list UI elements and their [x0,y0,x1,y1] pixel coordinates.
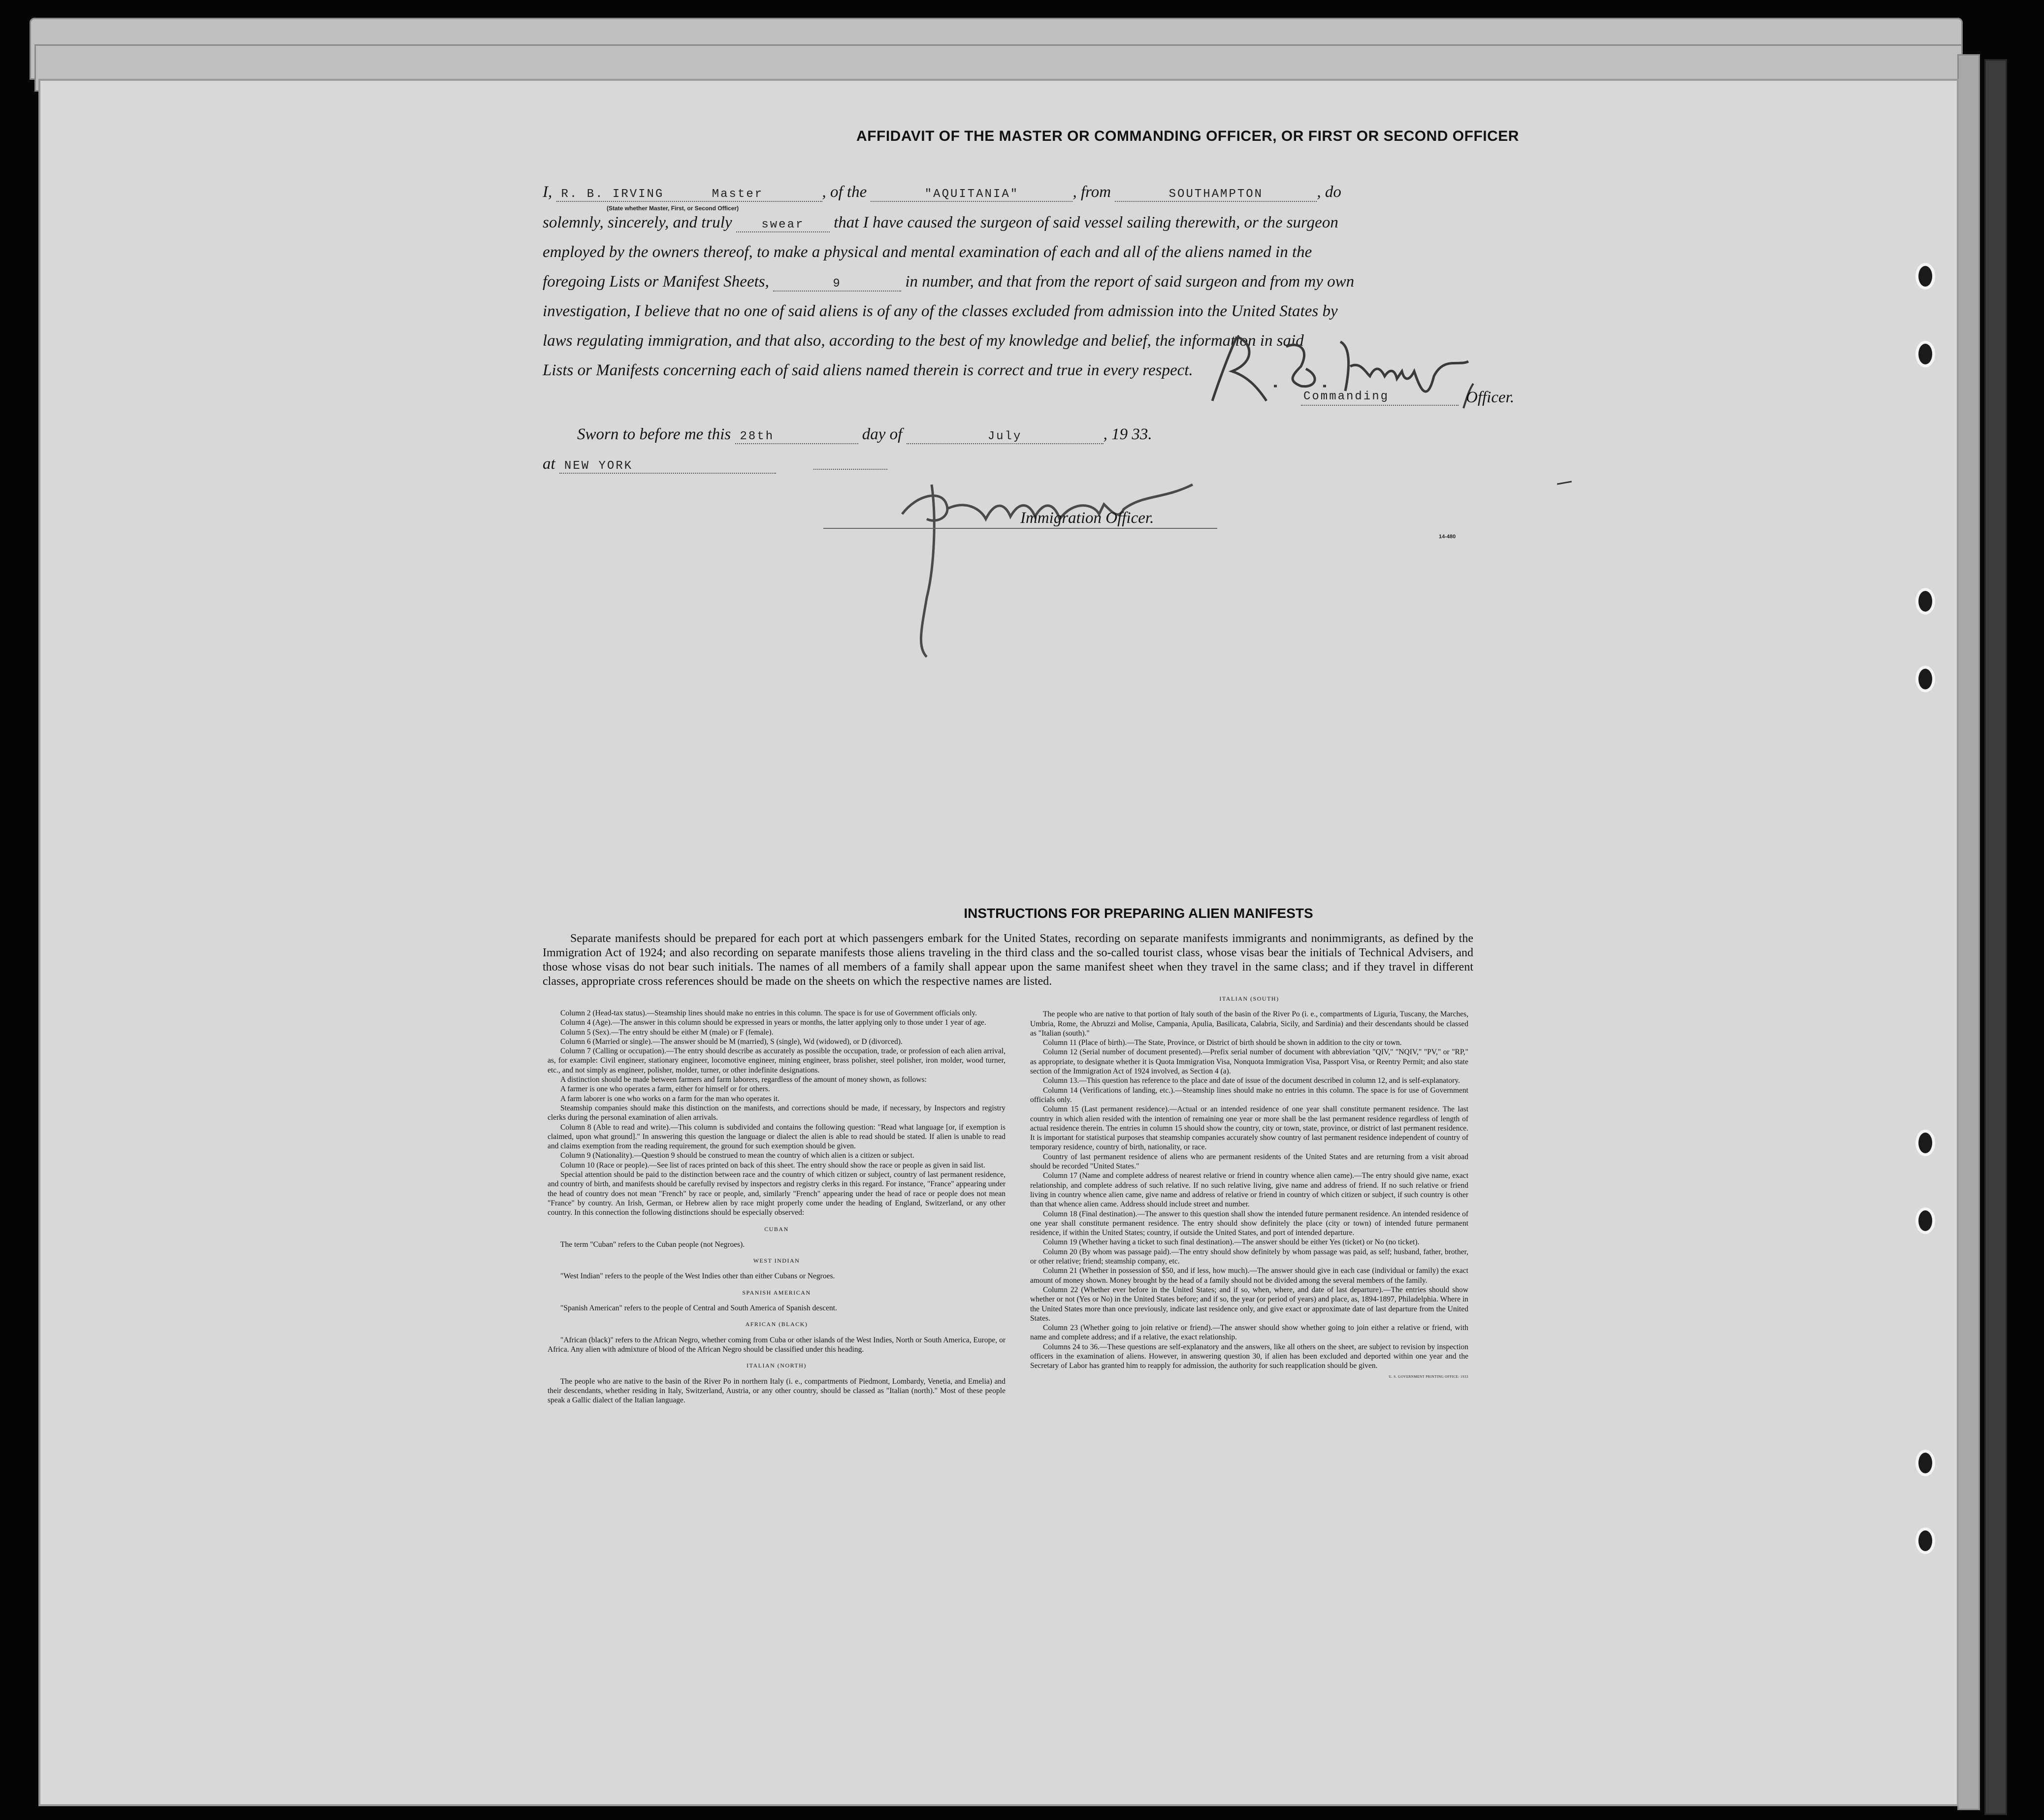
instruction-paragraph: Column 4 (Age).—The answer in this column should be expressed in years or months, the latter applying only to those under 1 year of age. [560,1018,986,1027]
vessel-field [871,188,1072,202]
sheet-count: 9 [833,277,842,291]
affidavit-line-4 [543,273,1508,292]
binder-hole [1915,263,1935,290]
vessel-name: "AQUITANIA" [924,188,1019,201]
instruction-paragraph: Steamship companies should make this distinction on the manifests, and corrections should be made, if necessary, by Inspectors and registry clerks during the personal examination of alien arrivals. [548,1104,1006,1122]
instruction-paragraph: Column 14 (Verifications of landing, etc.).—Steamship lines should make no entries in this column. The space is for use of Government officials only. [1030,1086,1468,1104]
text: at [543,455,555,473]
master-name-field [556,188,822,202]
binder-hole [1915,341,1935,367]
ink-mark [1557,481,1572,485]
place-field [559,459,776,474]
port-name: SOUTHAMPTON [1168,188,1264,201]
text: day of [862,425,903,443]
binder-hole [1915,1528,1935,1554]
instruction-paragraph: Column 7 (Calling or occupation).—The entry should describe as accurately as possible the occupation, trade, or profession of each alien arrival, as, for example: Civil engineer, stationary engineer, locomotive engineer, mining engineer, brass polisher, steel polisher, iron molder, wood turner, etc., and not simply as engineer, polisher, molder, turner, or other indefinite designations. [548,1047,1006,1074]
section-heading: ITALIAN (SOUTH) [1219,995,1279,1002]
text: in number, and that from the report of said surgeon and from my own [905,273,1355,291]
instruction-paragraph: Column 22 (Whether ever before in the United States; and if so, when, where, and date of last departure).—The entries should show whether or not (Yes or No) in the United States before; and if so, the year (or period of years) and place, as, 1894-1897, Philadelphia. Where in the United States more than once previously, indicate last residence only, and give exact or approximate date of last departure from the United States. [1030,1285,1468,1323]
rank-note: (State whether Master, First, or Second Officer) [607,205,739,212]
paper-stack-edge-right [1957,54,1980,1810]
instruction-paragraph: Column 21 (Whether in possession of $50, and if less, how much).—The answer should give in each case (individual or family) the exact amount of money shown. Money brought by the head of a family should not be divided among the several members of the family. [1030,1267,1468,1285]
master-name: R. B. IRVING [561,188,664,201]
sworn-month-field [907,430,1103,444]
immigration-signature-line [823,528,1217,529]
binder-hole [1915,588,1935,615]
sworn-day: 28th [740,430,775,443]
instruction-paragraph: Column 5 (Sex).—The entry should be either M (male) or F (female). [560,1028,774,1037]
binder-hole [1915,1207,1935,1234]
instruction-paragraph: Special attention should be paid to the distinction between race and the country of which citizen or subject, country of last permanent residence, and country of birth, and manifests should be carefully revised by inspectors and registry clerks in this regard. For instance, "France" appearing under the head of country does not mean "French" by race or people, and, similarly "French" appearing under the head of race or people does not mean "France" by country. An Irish, German, or Hebrew alien by race might properly come under the heading of England, Switzerland, or any other country. In this connection the following distinctions should be especially observed: [548,1170,1006,1217]
affidavit-line-1 [543,183,1508,202]
section-heading: AFRICAN (BLACK) [745,1321,808,1328]
instruction-paragraph: Column 6 (Married or single).—The answer should be M (married), S (single), Wd (widowed), or D (divorced). [560,1037,903,1046]
section-heading: CUBAN [764,1225,789,1233]
text: , from [1072,183,1111,201]
instructions-left-column [548,1007,1006,1405]
oath-field [736,218,830,232]
port-field [1115,188,1317,202]
section-heading: SPANISH AMERICAN [742,1289,811,1296]
instruction-paragraph: Column 9 (Nationality).—Question 9 should be construed to mean the country of which alien is a citizen or subject. [560,1151,914,1160]
affidavit-line-2 [543,214,1508,232]
instruction-paragraph: Column 17 (Name and complete address of nearest relative or friend in country whence alien came).—The entry should give name, exact relationship, and complete address of such relative. If no such relative living, give name and address of friend. If no such relative or friend living in country whence alien came, give name and address of relative or friend in country of which citizen or subject, if such country is other than that whence alien came. Address should include street and number. [1030,1171,1468,1209]
instruction-paragraph: Column 12 (Serial number of document presented).—Prefix serial number of document with abbreviation "QIV," "NQIV," "PV," or "RP," as appropriate, to designate whether it is Quota Immigration Visa, Nonquota Immigration Visa, Passport Visa, or Reentry Permit; and also state section of the Immigration Act of 1924 involved, as Section 4 (a). [1030,1048,1468,1076]
instruction-paragraph: Column 19 (Whether having a ticket to such final destination).—The answer should be either Yes (ticket) or No (no ticket). [1043,1238,1420,1247]
instruction-paragraph: Columns 24 to 36.—These questions are self-explanatory and the answers, like all others on the sheet, are subject to revision by inspection officers in the examination of aliens. However, in answering question 30, if alien has been excluded and deported within one year and the Secretary of Labor has granted him to reapply for admission, the authority for such reapplication should be given. [1030,1342,1468,1370]
form-number: 14-480 [1439,534,1456,540]
sworn-line [577,425,1542,444]
sworn-month: July [987,430,1022,443]
instruction-paragraph: "Spanish American" refers to the people of Central and South America of Spanish descent. [560,1304,837,1313]
sheet-count-field [773,277,901,292]
manifest-page [38,79,1959,1806]
sworn-year: 33. [1132,425,1152,443]
affidavit-line-7: Lists or Manifests concerning each of said aliens named therein is correct and true in every respect. [543,361,1193,379]
instruction-paragraph: Column 20 (By whom was passage paid).—The entry should show definitely by whom passage was paid, as self; husband, father, brother, or other relative; friend; steamship company, etc. [1030,1247,1468,1266]
instruction-paragraph: Column 15 (Last permanent residence).—Actual or an intended residence of one year shall constitute permanent residence. The last country in which alien resided with the intention of remaining one year or more shall be the last permanent residence regardless of length of actual residence therein. The entries in column 15 should show the country, city or town, state, province, or district of last permanent residence. It is important for statistical purposes that steamship companies accurately show country of last permanent residence independent of country of temporary residence, country of birth, nationality, or race. [1030,1105,1468,1152]
affidavit-title: AFFIDAVIT OF THE MASTER OR COMMANDING OFFICER, OR FIRST OR SECOND OFFICER [856,128,1519,144]
section-heading: WEST INDIAN [753,1257,800,1265]
instruction-paragraph: Column 18 (Final destination).—The answer to this question shall show the intended future permanent residence. An intended residence of one year shall constitute permanent residence. The entry should show definitely the place (city or town) of intended future permanent residence, if within the United States; country, if outside the United States, and port of intended departure. [1030,1209,1468,1237]
instruction-paragraph: "West Indian" refers to the people of the West Indies other than either Cubans or Negroes. [560,1272,835,1281]
printer-note-text: U. S. GOVERNMENT PRINTING OFFICE: 1933 [1389,1374,1468,1379]
instruction-paragraph: A farmer is one who operates a farm, either for himself or for others. [560,1085,770,1094]
text: , do [1317,183,1341,201]
instruction-paragraph: A farm laborer is one who works on a farm for the man who operates it. [560,1094,780,1103]
signature-line [1301,405,1459,406]
text: foregoing Lists or Manifest Sheets, [543,273,769,291]
rank: Master [712,188,764,201]
affidavit-line-3: employed by the owners thereof, to make a physical and mental examination of each and all of the aliens named in the [543,243,1312,261]
instructions-intro: Separate manifests should be prepared for each port at which passengers embark for the United States, recording on separate manifests immigrants and nonimmigrants, as defined by the Immigration Act of 1924; and also recording on separate manifests those aliens traveling in the third class and the so-called tourist class, whose visas bear the initials of Technical Advisers, and those whose visas do not bear such initials. The names of all members of a family shall appear upon the same manifest sheet when they travel in the same class; and if they travel in different classes, appropriate cross references should be made on the sheets on which the respective names are listed. [543,932,1473,988]
instruction-paragraph: Column 13.—This question has reference to the place and date of issue of the document described in column 12, and is self-explanatory. [1043,1076,1460,1085]
binder-edge-right [1984,59,2007,1815]
binder-hole [1915,666,1935,692]
instruction-paragraph: The people who are native to the basin of the River Po in northern Italy (i. e., compartments of Piedmont, Lombardy, Venetia, and Emelia) and their descendants, whether residing in Italy, Switzerland, Austria, or any other country, should be classed as "Italian (north)." Most of these people speak a Gallic dialect of the Italian language. [548,1377,1006,1405]
instruction-paragraph: The term "Cuban" refers to the Cuban people (not Negroes). [560,1240,745,1249]
instruction-paragraph: The people who are native to that portion of Italy south of the basin of the River Po (i. e., compartments of Liguria, Tuscany, the Marches, Umbria, Rome, the Abruzzi and Molise, Campania, Apulia, Basilicata, Calabria, Sicily, and Sardinia) and their descendants should be classed as "Italian (south)." [1030,1010,1468,1038]
text: , of the [822,183,867,201]
binder-hole [1915,1450,1935,1476]
instruction-paragraph: Column 10 (Race or people).—See list of races printed on back of this sheet. The entry should show the race or people as given in said list. [560,1161,985,1170]
text: Sworn to before me this [577,425,731,443]
section-heading: ITALIAN (NORTH) [746,1362,807,1369]
affidavit-line-6: laws regulating immigration, and that also, according to the best of my knowledge and belief, the information in said [543,332,1304,350]
printer-note [1030,1371,1468,1382]
instruction-paragraph: "African (black)" refers to the African Negro, whether coming from Cuba or other islands of the West Indies, North or South America, Europe, or Africa. Any alien with admixture of blood of the African Negro should be classified under this heading. [548,1335,1006,1354]
immigration-officer-label: Immigration Officer. [1020,509,1154,527]
instruction-paragraph: Country of last permanent residence of aliens who are permanent residents of the United States and are returning from a visit abroad should be recorded "United States." [1030,1152,1468,1171]
text: I, [543,183,552,201]
commanding-label: Commanding [1303,390,1390,403]
affidavit-line-5: investigation, I believe that no one of said aliens is of any of the classes excluded from admission into the United States by [543,302,1338,320]
text: that I have caused the surgeon of said vessel sailing therewith, or the surgeon [834,214,1338,231]
text: , 19 [1103,425,1128,443]
place: NEW YORK [564,459,633,473]
instruction-paragraph: Column 23 (Whether going to join relative or friend).—The answer should show whether going to join either a relative or friend, with name and complete address; and if a relative, the exact relationship. [1030,1324,1468,1342]
instruction-paragraph: Column 8 (Able to read and write).—This column is subdivided and contains the following question: "Read what language [or, if exemption is claimed, upon what ground]." In answering this question the language or dialect the alien is able to read should be stated. If alien is unable to read and claims exemption from the reading requirement, the ground for such exemption should be given. [548,1123,1006,1151]
immigration-officer-signature [887,470,1202,682]
oath: swear [761,218,805,231]
binder-hole [1915,1130,1935,1156]
instructions-right-column [1030,994,1468,1382]
instruction-paragraph: Column 11 (Place of birth).—The State, Province, or District of birth should be shown in addition to the city or town. [1043,1039,1402,1047]
instruction-paragraph: A distinction should be made between farmers and farm laborers, regardless of the amount of money shown, as follows: [560,1075,927,1084]
text: solemnly, sincerely, and truly [543,214,732,231]
officer-label: Officer. [1466,389,1515,406]
instruction-paragraph: Column 2 (Head-tax status).—Steamship lines should make no entries in this column. The space is for use of Government officials only. [560,1009,977,1017]
instructions-title: INSTRUCTIONS FOR PREPARING ALIEN MANIFESTS [964,906,1313,921]
sworn-day-field [735,430,858,444]
place-line-extension [813,469,887,470]
